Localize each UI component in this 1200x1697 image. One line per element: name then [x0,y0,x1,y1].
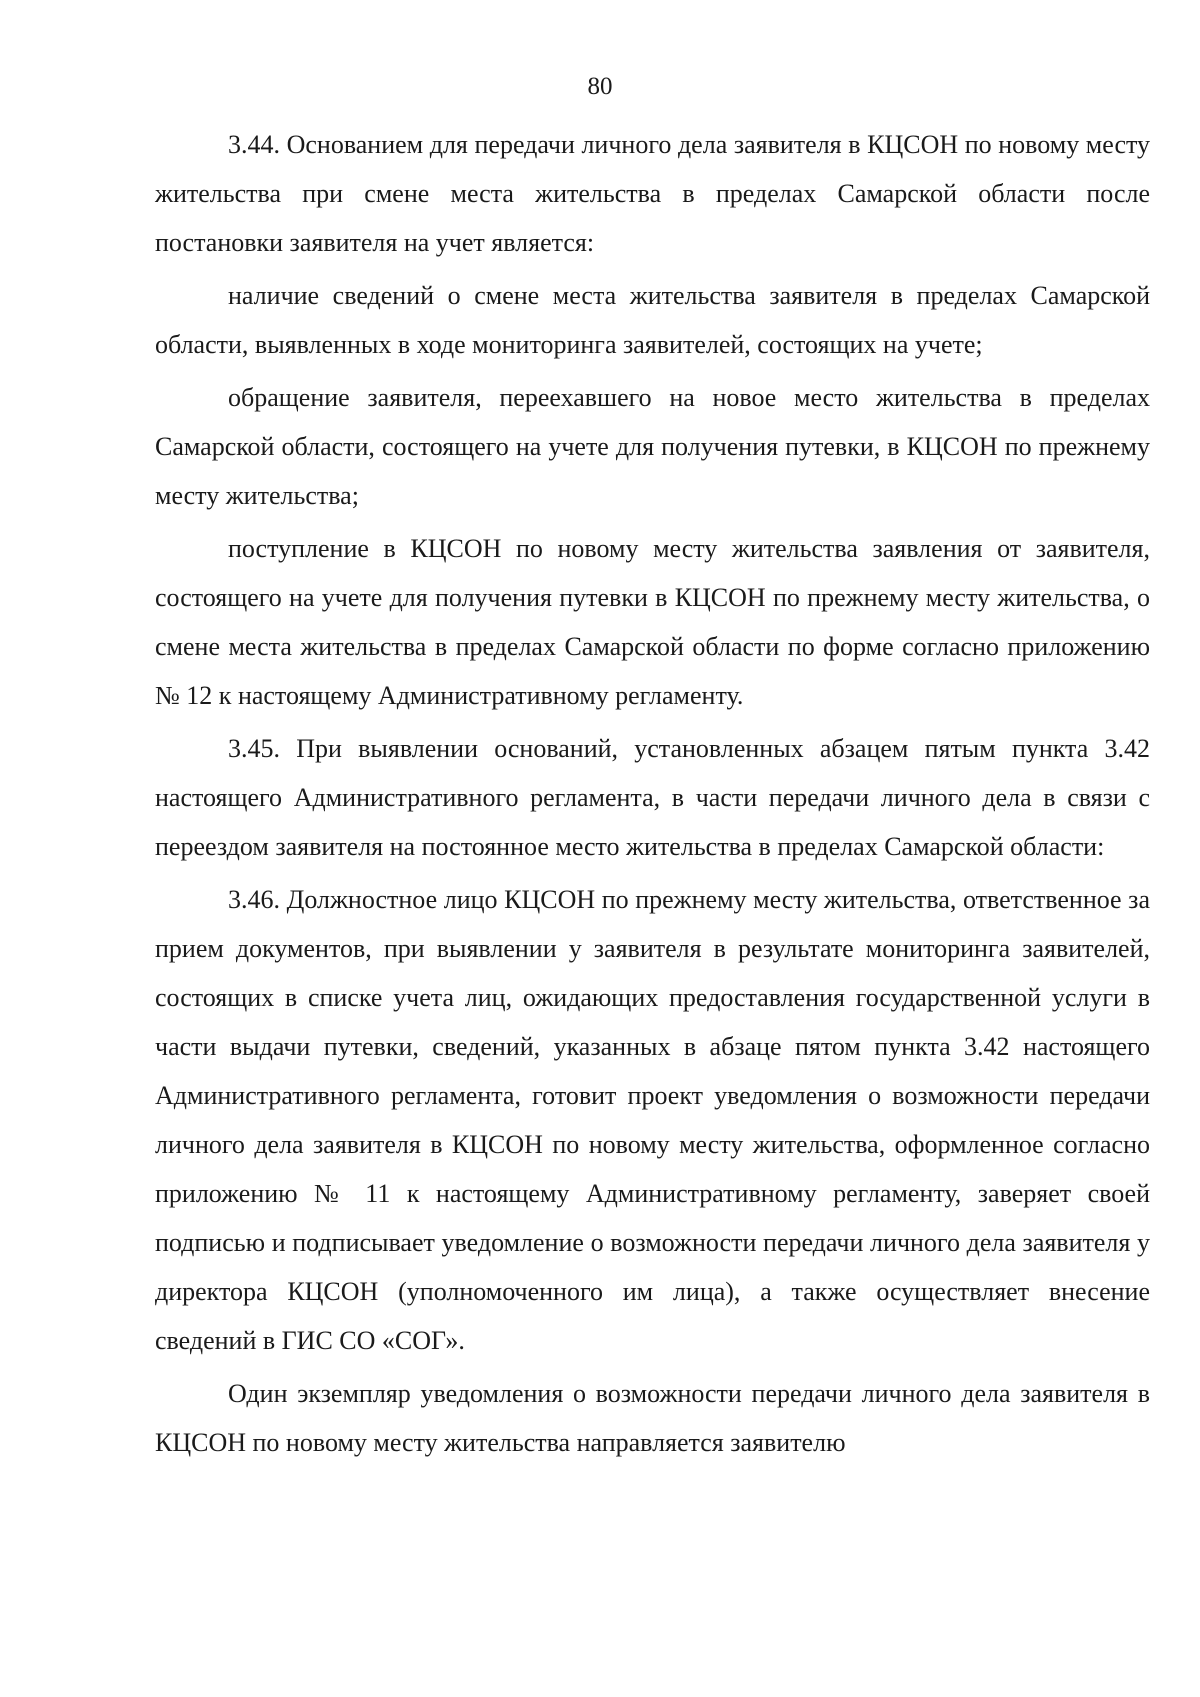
document-body [155,120,1150,1471]
paragraph-3-45: 3.45. При выявлении оснований, установленных абзацем пятым пункта 3.42 настоящего Административного регламента, в части передачи личного дела в связи с переездом заявителя на постоянное место жительства в пределах Самарской области: [155,734,1150,861]
paragraph-notification-copy: Один экземпляр уведомления о возможности передачи личного дела заявителя в КЦСОН по новому месту жительства направляется заявителю [155,1379,1150,1457]
paragraph-basis-request: обращение заявителя, переехавшего на новое место жительства в пределах Самарской области, состоящего на учете для получения путевки, в КЦСОН по прежнему месту жительства; [155,383,1150,510]
paragraph-basis-monitoring: наличие сведений о смене места жительства заявителя в пределах Самарской области, выявленных в ходе мониторинга заявителей, состоящих на учете; [155,281,1150,359]
paragraph-3-44: 3.44. Основанием для передачи личного дела заявителя в КЦСОН по новому месту жительства при смене места жительства в пределах Самарской области после постановки заявителя на учет является: [155,130,1150,257]
page-number: 80 [587,73,613,100]
paragraph-basis-application: поступление в КЦСОН по новому месту жительства заявления от заявителя, состоящего на учете для получения путевки в КЦСОН по прежнему месту жительства, о смене места жительства в пределах Самарской области по форме согласно приложению № 12 к настоящему Административному регламенту. [155,534,1150,710]
paragraph-3-46: 3.46. Должностное лицо КЦСОН по прежнему месту жительства, ответственное за прием документов, при выявлении у заявителя в результате мониторинга заявителей, состоящих в списке учета лиц, ожидающих предоставления государственной услуги в части выдачи путевки, сведений, указанных в абзаце пятом пункта 3.42 настоящего Административного регламента, готовит проект уведомления о возможности передачи личного дела заявителя в КЦСОН по новому месту жительства, оформленное согласно приложению № 11 к настоящему Административному регламенту, заверяет своей подписью и подписывает уведомление о возможности передачи личного дела заявителя у директора КЦСОН (уполномоченного им лица), а также осуществляет внесение сведений в ГИС СО «СОГ». [155,885,1150,1355]
